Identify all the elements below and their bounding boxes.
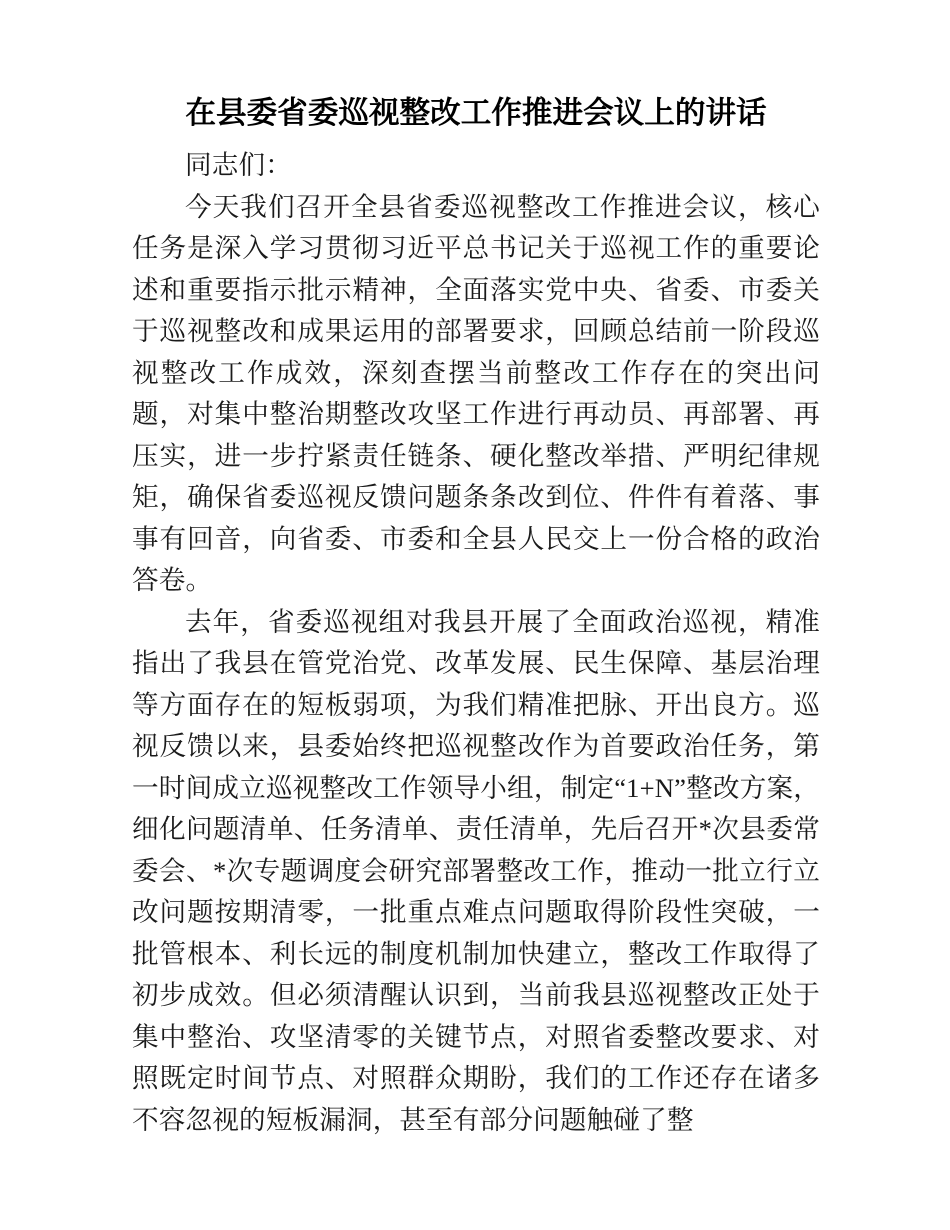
page-title: 在县委省委巡视整改工作推进会议上的讲话 <box>185 96 767 130</box>
document-body <box>132 88 820 1141</box>
salutation-line: 同志们： <box>185 150 292 180</box>
body-paragraph-2: 去年，省委巡视组对我县开展了全面政治巡视，精准指出了我县在管党治党、改革发展、民生保障、基层治理等方面存在的短板弱项，为我们精准把脉、开出良方。巡视反馈以来，县委始终把巡视整改作为首要政治任务，第一时间成立巡视整改工作领导小组，制定“1+N”整改方案，细化问题清单、任务清单、责任清单，先后召开*次县委常委会、*次专题调度会研究部署整改工作，推动一批立行立改问题按期清零，一批重点难点问题取得阶段性突破，一批管根本、利长远的制度机制加快建立，整改工作取得了初步成效。但必须清醒认识到，当前我县巡视整改正处于集中整治、攻坚清零的关键节点，对照省委整改要求、对照既定时间节点、对照群众期盼，我们的工作还存在诸多不容忽视的短板漏洞，甚至有部分问题触碰了整 <box>132 606 820 1135</box>
body-paragraph-1: 今天我们召开全县省委巡视整改工作推进会议，核心任务是深入学习贯彻习近平总书记关于巡视工作的重要论述和重要指示批示精神，全面落实党中央、省委、市委关于巡视整改和成果运用的部署要求，回顾总结前一阶段巡视整改工作成效，深刻查摆当前整改工作存在的突出问题，对集中整治期整改攻坚工作进行再动员、再部署、再压实，进一步拧紧责任链条、硬化整改举措、严明纪律规矩，确保省委巡视反馈问题条条改到位、件件有着落、事事有回音，向省委、市委和全县人民交上一份合格的政治答卷。 <box>132 191 820 595</box>
